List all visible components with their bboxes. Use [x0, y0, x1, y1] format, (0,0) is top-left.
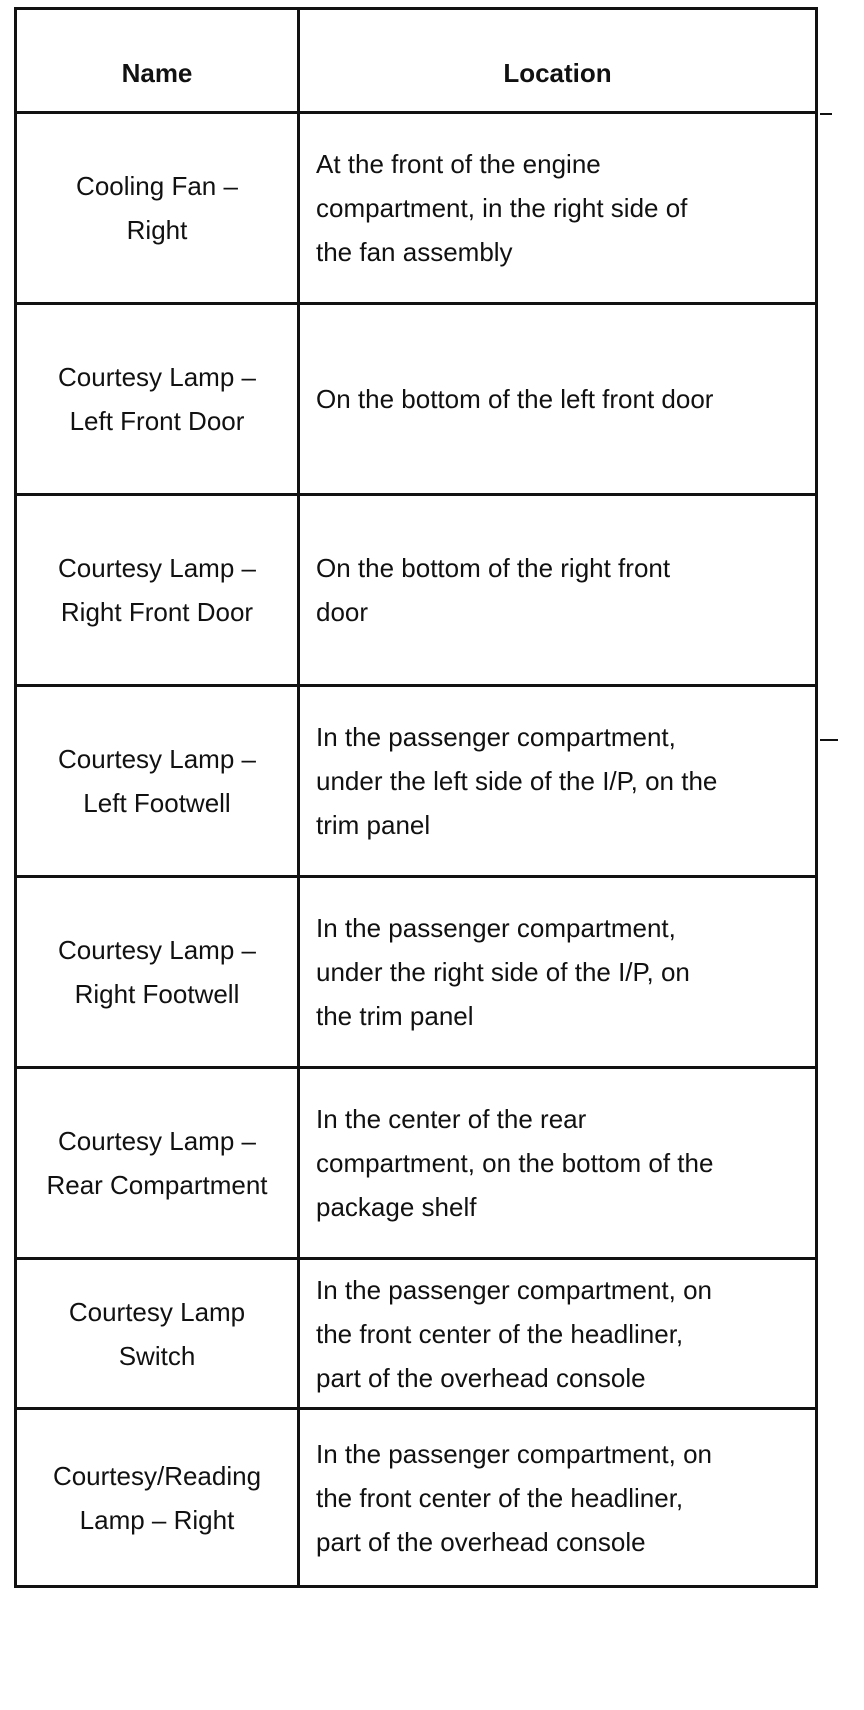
table-row: [16, 1259, 817, 1409]
location-line: part of the overhead console: [316, 1526, 646, 1557]
table-row: [16, 495, 817, 686]
component-location-cell: [299, 1409, 817, 1587]
component-name-cell: [16, 304, 299, 495]
location-line: trim panel: [316, 810, 431, 840]
component-name-cell: [16, 877, 299, 1068]
border-stub: [820, 113, 832, 115]
location-line: In the passenger compartment,: [316, 913, 676, 943]
component-location-cell: [299, 686, 817, 877]
location-line: the trim panel: [316, 1001, 474, 1031]
component-location-cell: [299, 495, 817, 686]
name-line: Courtesy Lamp –: [58, 935, 256, 965]
location-line: package shelf: [316, 1192, 477, 1222]
location-line: part of the overhead console: [316, 1362, 646, 1393]
location-line: the front center of the headliner,: [316, 1318, 684, 1349]
location-table: [14, 7, 818, 1588]
location-line: under the right side of the I/P, on: [316, 957, 690, 987]
location-line: compartment, in the right side of: [316, 193, 688, 223]
component-name-cell: [16, 1068, 299, 1259]
table-row: [16, 686, 817, 877]
location-line: In the passenger compartment,: [316, 722, 676, 752]
name-line: Lamp – Right: [79, 1504, 235, 1535]
name-line: Right Footwell: [74, 979, 240, 1009]
name-line: Left Front Door: [69, 406, 245, 436]
name-line: Left Footwell: [83, 788, 231, 818]
component-name-cell: [16, 1409, 299, 1587]
location-line: the fan assembly: [316, 237, 513, 267]
component-location-cell: [299, 1259, 817, 1409]
name-line: Right: [126, 215, 188, 245]
name-line: Cooling Fan –: [76, 171, 238, 201]
component-name-cell: [16, 113, 299, 304]
component-location-table: [14, 7, 818, 1588]
table-row: [16, 113, 817, 304]
component-name-cell: [16, 1259, 299, 1409]
name-line: Switch: [118, 1340, 196, 1371]
header-row: [16, 9, 817, 113]
location-line: under the left side of the I/P, on the: [316, 766, 718, 796]
location-line: In the passenger compartment, on: [316, 1274, 713, 1305]
table-row: [16, 304, 817, 495]
location-line: On the bottom of the left front door: [316, 384, 714, 414]
name-column-header: Name: [16, 9, 299, 113]
name-line: Rear Compartment: [46, 1170, 268, 1200]
component-name-cell: [16, 495, 299, 686]
location-line: At the front of the engine: [316, 149, 601, 179]
table-row: [16, 1068, 817, 1259]
location-line: the front center of the headliner,: [316, 1482, 684, 1513]
component-location-cell: [299, 113, 817, 304]
location-column-header: Location: [299, 9, 817, 113]
component-name-cell: [16, 686, 299, 877]
component-location-cell: [299, 304, 817, 495]
location-line: In the center of the rear: [316, 1104, 587, 1134]
name-line: Courtesy/Reading: [52, 1460, 262, 1491]
border-stub: [820, 739, 838, 741]
location-line: door: [316, 597, 369, 627]
name-line: Courtesy Lamp –: [58, 1126, 256, 1156]
location-line: compartment, on the bottom of the: [316, 1148, 714, 1178]
location-line: In the passenger compartment, on: [316, 1438, 713, 1469]
table-row: [16, 1409, 817, 1587]
location-line: On the bottom of the right front: [316, 553, 671, 583]
name-line: Right Front Door: [60, 597, 254, 627]
table-row: [16, 877, 817, 1068]
name-line: Courtesy Lamp –: [58, 362, 256, 392]
component-location-cell: [299, 877, 817, 1068]
name-line: Courtesy Lamp: [68, 1296, 246, 1327]
name-line: Courtesy Lamp –: [58, 744, 256, 774]
component-location-cell: [299, 1068, 817, 1259]
name-line: Courtesy Lamp –: [58, 553, 256, 583]
